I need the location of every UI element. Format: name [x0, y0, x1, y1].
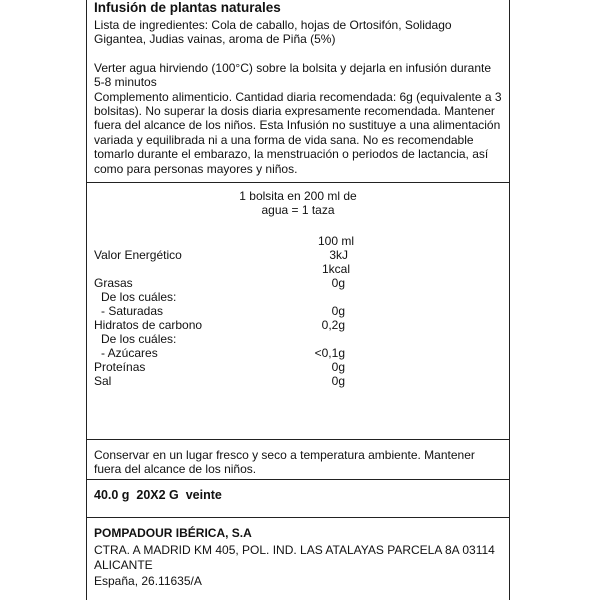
protein-value: 0g — [331, 359, 345, 374]
nutrition-section — [87, 183, 509, 440]
energy-kcal-value: 1kcal — [321, 261, 350, 276]
net-content-section — [87, 480, 509, 518]
address-line2: ALICANTE — [94, 557, 153, 572]
warnings-text: Complemento alimenticio. Cantidad diaria recomendada: 6g (equivalente a 3 bolsitas). No superar la dosis diaria expresamente recomendada. Mantener fuera del alcance de los niños. Esta Infusión no sustituye a una alimentación variada y equilibrada ni a una forma de vida sana. No es recomendable tomarlo durante el embarazo, la menstruación o periodos de lactancia, así como para personas mayores y niños. — [94, 89, 502, 176]
serving-size-line1: 1 bolsita en 200 ml de — [239, 189, 357, 203]
fat-of-which-label: De los cuáles: — [101, 289, 177, 304]
header-section — [87, 0, 509, 183]
salt-label: Sal — [94, 373, 112, 388]
fat-label: Grasas — [94, 275, 133, 290]
saturated-label: - Saturadas — [101, 303, 164, 318]
address-line1: CTRA. A MADRID KM 405, POL. IND. LAS ATALAYAS PARCELA 8A 03114 — [94, 543, 495, 558]
energy-kj-value: 3kJ — [329, 247, 348, 262]
nutrition-table — [94, 233, 502, 388]
company-name: POMPADOUR IBÉRICA, S.A — [94, 526, 252, 540]
product-label — [86, 0, 510, 600]
protein-label: Proteínas — [94, 359, 146, 374]
carbs-value: 0,2g — [321, 317, 345, 332]
sugars-label: - Azúcares — [101, 345, 158, 360]
storage-section — [87, 440, 509, 480]
saturated-value: 0g — [331, 303, 345, 318]
carbs-label: Hidratos de carbono — [94, 317, 203, 332]
carbs-of-which-label: De los cuáles: — [101, 331, 177, 346]
salt-value: 0g — [331, 373, 345, 388]
energy-label: Valor Energético — [94, 247, 182, 262]
per-100ml-header: 100 ml — [317, 233, 354, 248]
company-section — [87, 518, 509, 595]
product-title: Infusión de plantas naturales — [94, 0, 281, 15]
preparation-text: Verter agua hirviendo (100°C) sobre la bolsita y dejarla en infusión durante 5-8 minutos — [94, 60, 492, 90]
net-content: 40.0 g 20X2 G veinte — [94, 488, 222, 502]
storage-text: Conservar en un lugar fresco y seco a temperatura ambiente. Mantener fuera del alcance de los niños. — [94, 448, 475, 477]
sugars-value: <0,1g — [314, 345, 345, 360]
serving-size-line2: agua = 1 taza — [261, 203, 335, 218]
ingredients-text: Lista de ingredientes: Cola de caballo, hojas de Ortosifón, Solidago Gigantea, Judias vainas, aroma de Piña (5%) — [94, 18, 452, 47]
origin-code: España, 26.11635/A — [94, 574, 202, 589]
fat-value: 0g — [331, 275, 345, 290]
